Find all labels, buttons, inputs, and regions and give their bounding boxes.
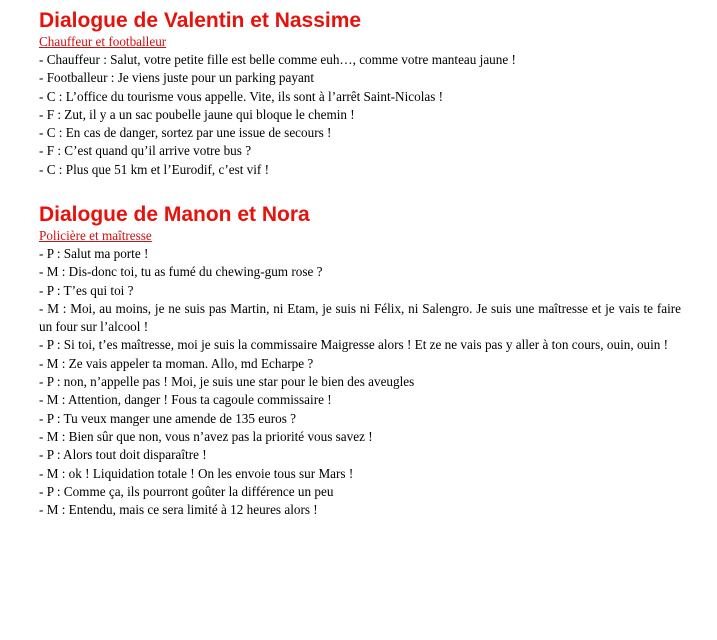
dialogue-line: - M : Dis-donc toi, tu as fumé du chewing-gum rose ? bbox=[39, 264, 323, 280]
dialogue-line: - M : Attention, danger ! Fous ta cagoule commissaire ! bbox=[39, 392, 332, 408]
dialogue-line: - M : Entendu, mais ce sera limité à 12 heures alors ! bbox=[39, 502, 318, 518]
dialogue-section-valentin-nassime bbox=[39, 8, 709, 179]
dialogue-line: - C : En cas de danger, sortez par une issue de secours ! bbox=[39, 125, 332, 141]
dialogue-line: - P : T’es qui toi ? bbox=[39, 282, 134, 298]
dialogue-subtitle: Chauffeur et footballeur bbox=[39, 34, 167, 49]
dialogue-line: - C : L’office du tourisme vous appelle. Vite, ils sont à l’arrêt Saint-Nicolas ! bbox=[39, 88, 444, 104]
dialogue-line: - P : non, n’appelle pas ! Moi, je suis une star pour le bien des aveugles bbox=[39, 374, 415, 390]
dialogue-line: - M : Bien sûr que non, vous n’avez pas la priorité vous savez ! bbox=[39, 428, 373, 444]
dialogue-line: - P : Tu veux manger une amende de 135 euros ? bbox=[39, 410, 296, 426]
dialogue-line: - M : Ze vais appeler ta moman. Allo, md Echarpe ? bbox=[39, 355, 314, 371]
dialogue-subtitle: Policière et maîtresse bbox=[39, 228, 152, 243]
dialogue-title: Dialogue de Valentin et Nassime bbox=[39, 9, 362, 32]
dialogue-title: Dialogue de Manon et Nora bbox=[39, 203, 310, 226]
dialogue-line: - Chauffeur : Salut, votre petite fille est belle comme euh…, comme votre manteau jaune ! bbox=[39, 52, 516, 67]
dialogue-line: - P : Alors tout doit disparaître ! bbox=[39, 447, 207, 463]
dialogue-line: - P : Si toi, t’es maîtresse, moi je suis la commissaire Maigresse alors ! Et ze ne vais pas y aller à ton cours, ouin, ouin ! bbox=[39, 337, 669, 353]
dialogue-line: - P : Salut ma porte ! bbox=[39, 246, 149, 261]
dialogue-line: - P : Comme ça, ils pourront goûter la différence un peu bbox=[39, 483, 334, 499]
dialogue-line: - M : ok ! Liquidation totale ! On les envoie tous sur Mars ! bbox=[39, 465, 354, 481]
dialogue-line: - F : Zut, il y a un sac poubelle jaune qui bloque le chemin ! bbox=[39, 106, 355, 122]
dialogue-section-manon-nora bbox=[39, 202, 709, 519]
dialogue-line: - C : Plus que 51 km et l’Eurodif, c’est vif ! bbox=[39, 161, 270, 177]
dialogue-line: - Footballeur : Je viens juste pour un parking payant bbox=[39, 70, 315, 86]
dialogue-line: - F : C’est quand qu’il arrive votre bus ? bbox=[39, 143, 252, 159]
dialogue-line: - M : Moi, au moins, je ne suis pas Martin, ni Etam, je suis ni Félix, ni Salengro. Je suis une maîtresse et je vais te faire un four sur l’alcool ! bbox=[39, 300, 681, 335]
